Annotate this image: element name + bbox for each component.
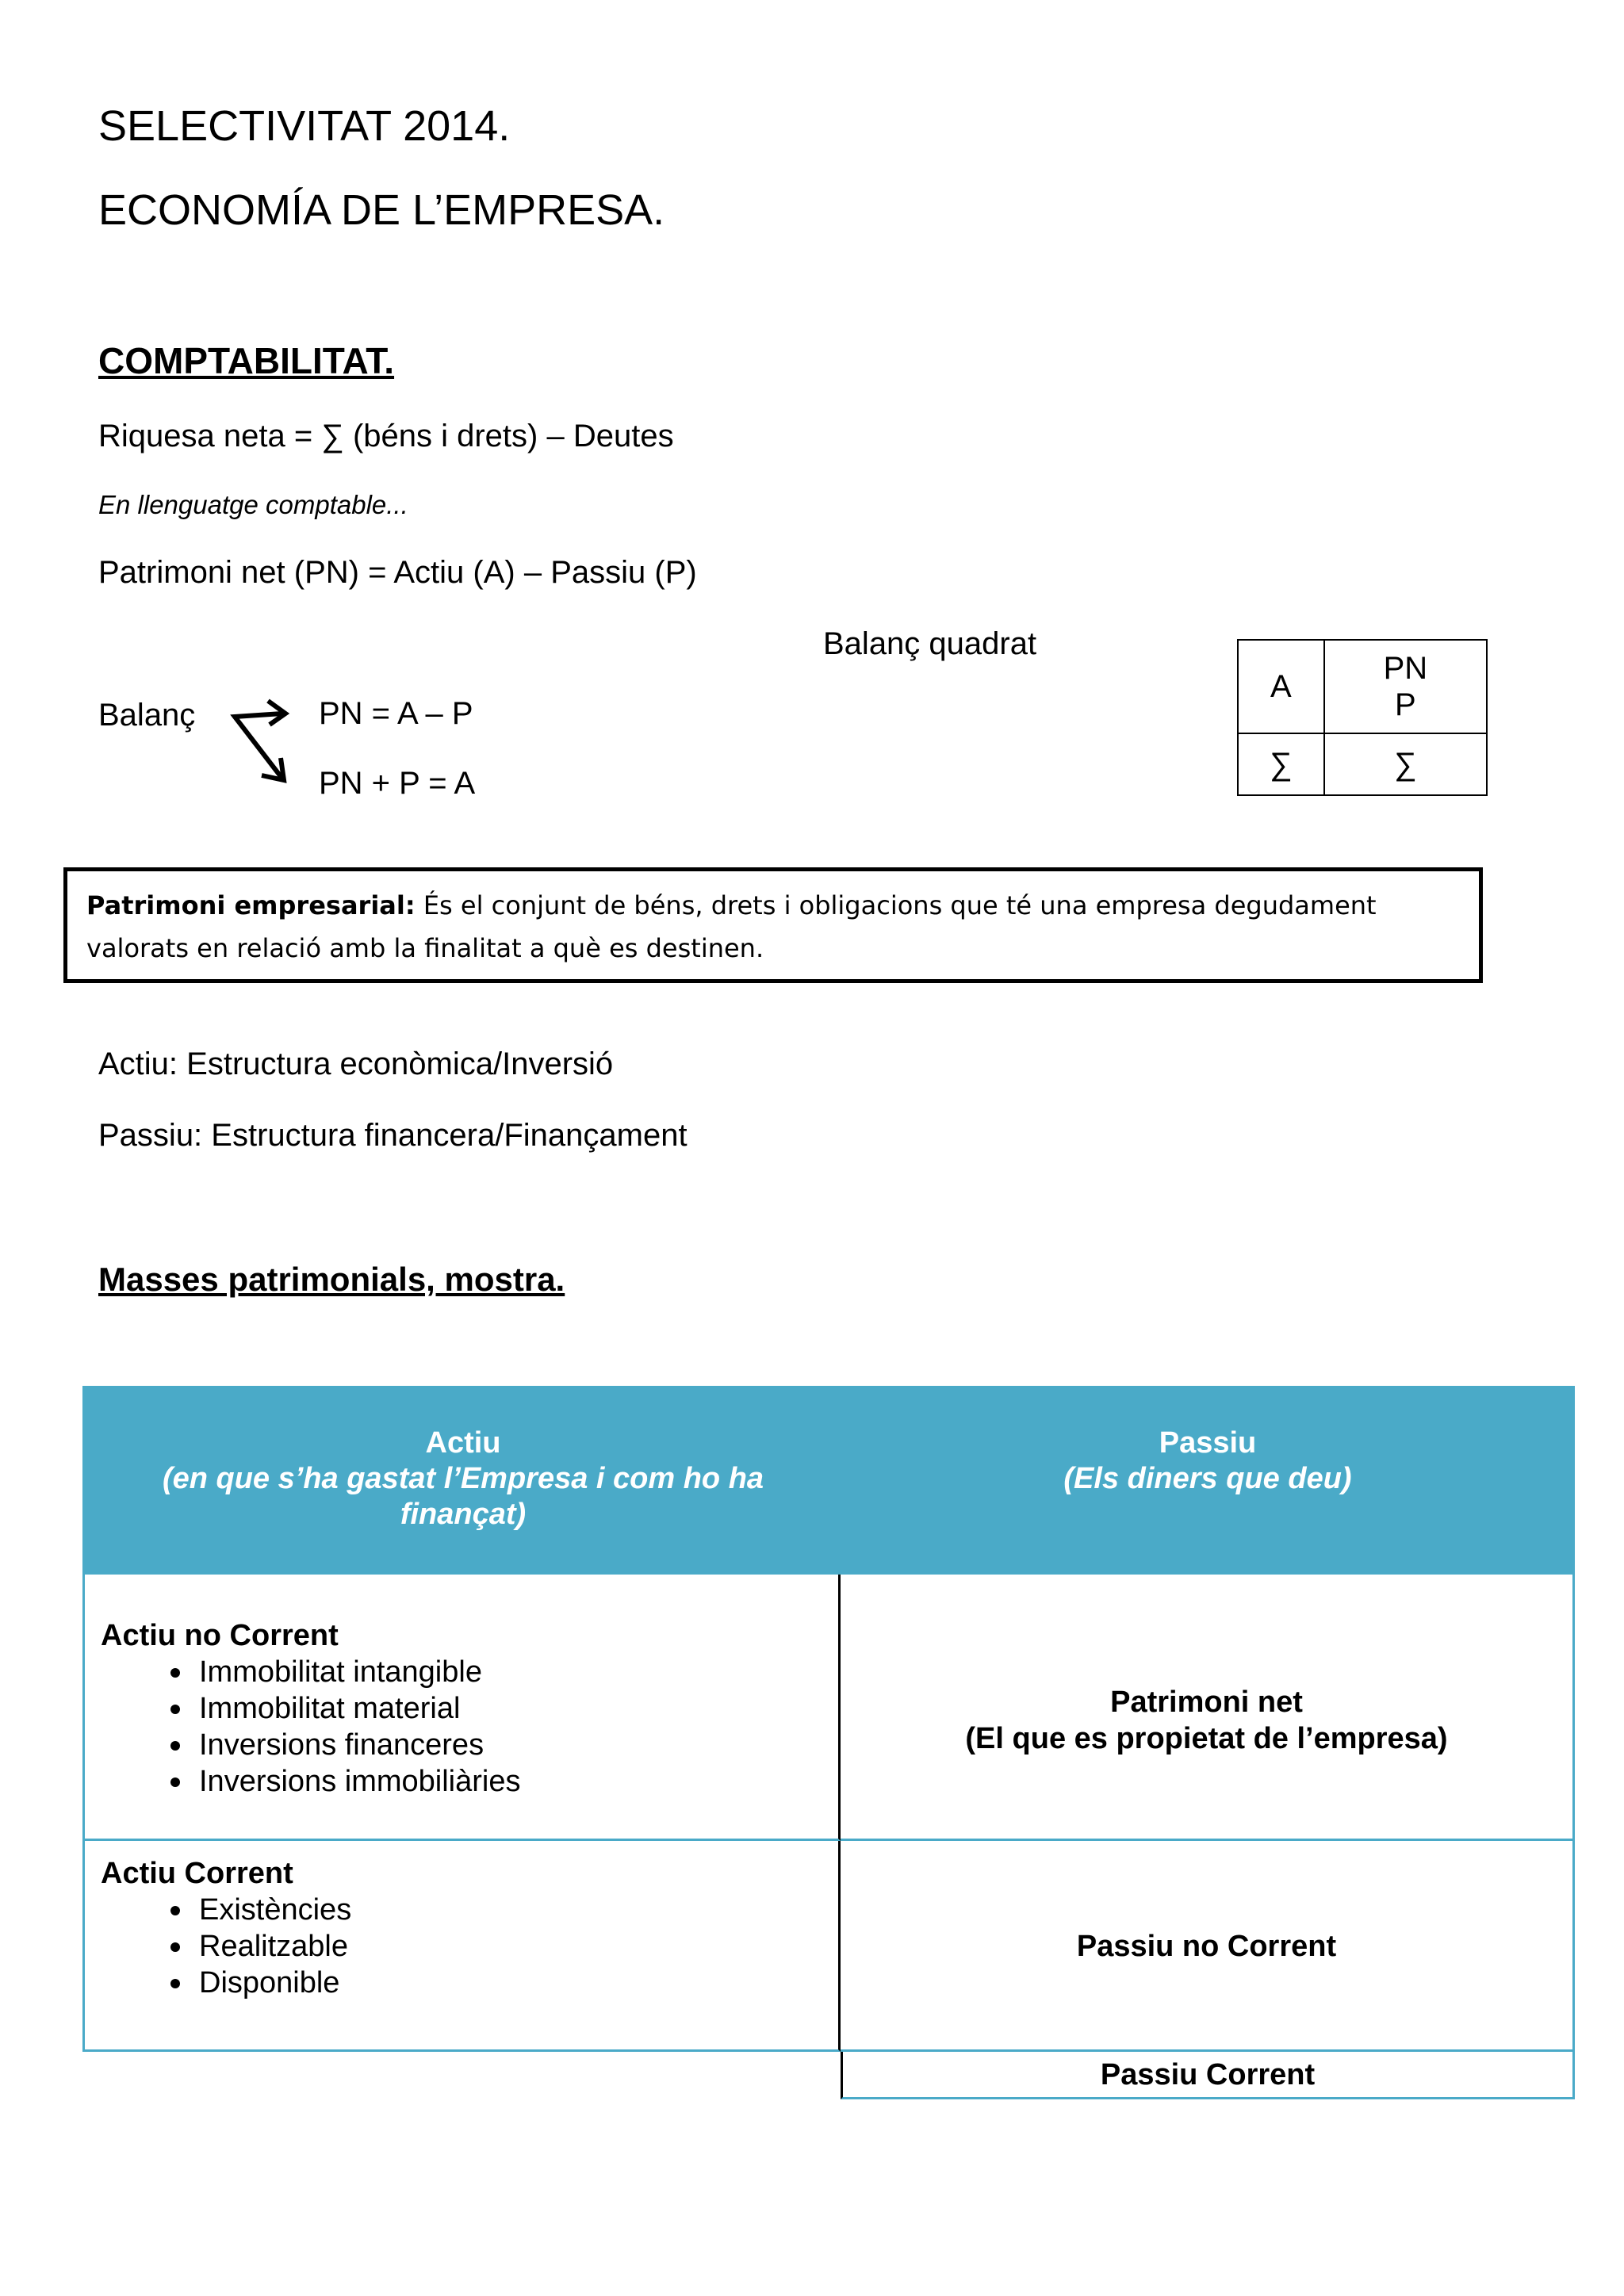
section-heading-masses: Masses patrimonials, mostra. <box>98 1261 565 1298</box>
definition-box <box>63 867 1483 983</box>
header-passiu <box>841 1425 1575 1497</box>
riquesa-formula: Riquesa neta = ∑ (béns i drets) – Deutes <box>98 419 674 453</box>
header-actiu-title: Actiu <box>425 1426 501 1460</box>
passiu-structure: Passiu: Estructura financera/Finançament <box>98 1118 688 1153</box>
cell-passiu-no-corrent <box>841 1841 1575 2052</box>
header-actiu-sub: (en que s’ha gastat l’Empresa i com ho ha finançat) <box>162 1462 764 1531</box>
actiu-no-corrent-title: Actiu no Corrent <box>101 1619 339 1652</box>
masses-table <box>82 1386 1575 2099</box>
actiu-corrent-title: Actiu Corrent <box>101 1857 293 1890</box>
doc-title-line1: SELECTIVITAT 2014. <box>98 102 511 150</box>
passiu-corrent-label: Passiu Corrent <box>1100 2058 1316 2091</box>
cell-passiu-corrent <box>841 2052 1575 2099</box>
balanc-label: Balanç <box>98 698 196 733</box>
mini-sum-left: ∑ <box>1238 733 1324 795</box>
list-item: Inversions immobiliàries <box>101 1763 838 1800</box>
actiu-no-corrent-list <box>101 1654 838 1800</box>
section-heading-comptabilitat: COMPTABILITAT. <box>98 340 395 381</box>
actiu-structure: Actiu: Estructura econòmica/Inversió <box>98 1047 614 1081</box>
list-item: Inversions financeres <box>101 1727 838 1763</box>
doc-title-line2: ECONOMÍA DE L’EMPRESA. <box>98 186 665 234</box>
mini-label-p: P <box>1395 687 1416 722</box>
mini-cell-a: A <box>1238 640 1324 733</box>
header-passiu-sub: (Els diners que deu) <box>1063 1462 1352 1495</box>
cell-actiu-corrent <box>82 1841 841 2052</box>
masses-table-header <box>82 1386 1575 1575</box>
cell-actiu-no-corrent <box>82 1575 841 1841</box>
llenguatge-note: En llenguatge comptable... <box>98 490 408 519</box>
patrimoni-net-sub: (El que es propietat de l’empresa) <box>965 1722 1448 1755</box>
mini-cell-pn-p <box>1324 640 1487 733</box>
actiu-corrent-list <box>101 1892 838 2001</box>
header-passiu-title: Passiu <box>1159 1426 1257 1460</box>
equation-pn-plus-p: PN + P = A <box>319 766 476 801</box>
list-item: Immobilitat intangible <box>101 1654 838 1690</box>
definition-text: És el conjunt de béns, drets i obligacions que té una empresa degudament valorats en relació amb la finalitat a què es destinen. <box>86 890 1377 963</box>
branch-arrow-icon <box>227 690 306 793</box>
header-actiu <box>146 1425 780 1533</box>
balance-mini-table <box>1237 639 1488 796</box>
passiu-no-corrent-label: Passiu no Corrent <box>1076 1930 1337 1963</box>
list-item: Immobilitat material <box>101 1690 838 1727</box>
patrimoni-net-title: Patrimoni net <box>1110 1686 1303 1719</box>
list-item: Realitzable <box>101 1928 838 1965</box>
patrimoni-formula: Patrimoni net (PN) = Actiu (A) – Passiu (P) <box>98 555 697 590</box>
list-item: Existències <box>101 1892 838 1928</box>
equation-pn: PN = A – P <box>319 696 473 731</box>
mini-label-pn: PN <box>1383 651 1428 686</box>
mini-sum-right: ∑ <box>1324 733 1487 795</box>
cell-patrimoni-net <box>841 1575 1575 1841</box>
list-item: Disponible <box>101 1965 838 2001</box>
balanc-quadrat-label: Balanç quadrat <box>823 626 1037 661</box>
definition-term: Patrimoni empresarial: <box>86 890 416 920</box>
